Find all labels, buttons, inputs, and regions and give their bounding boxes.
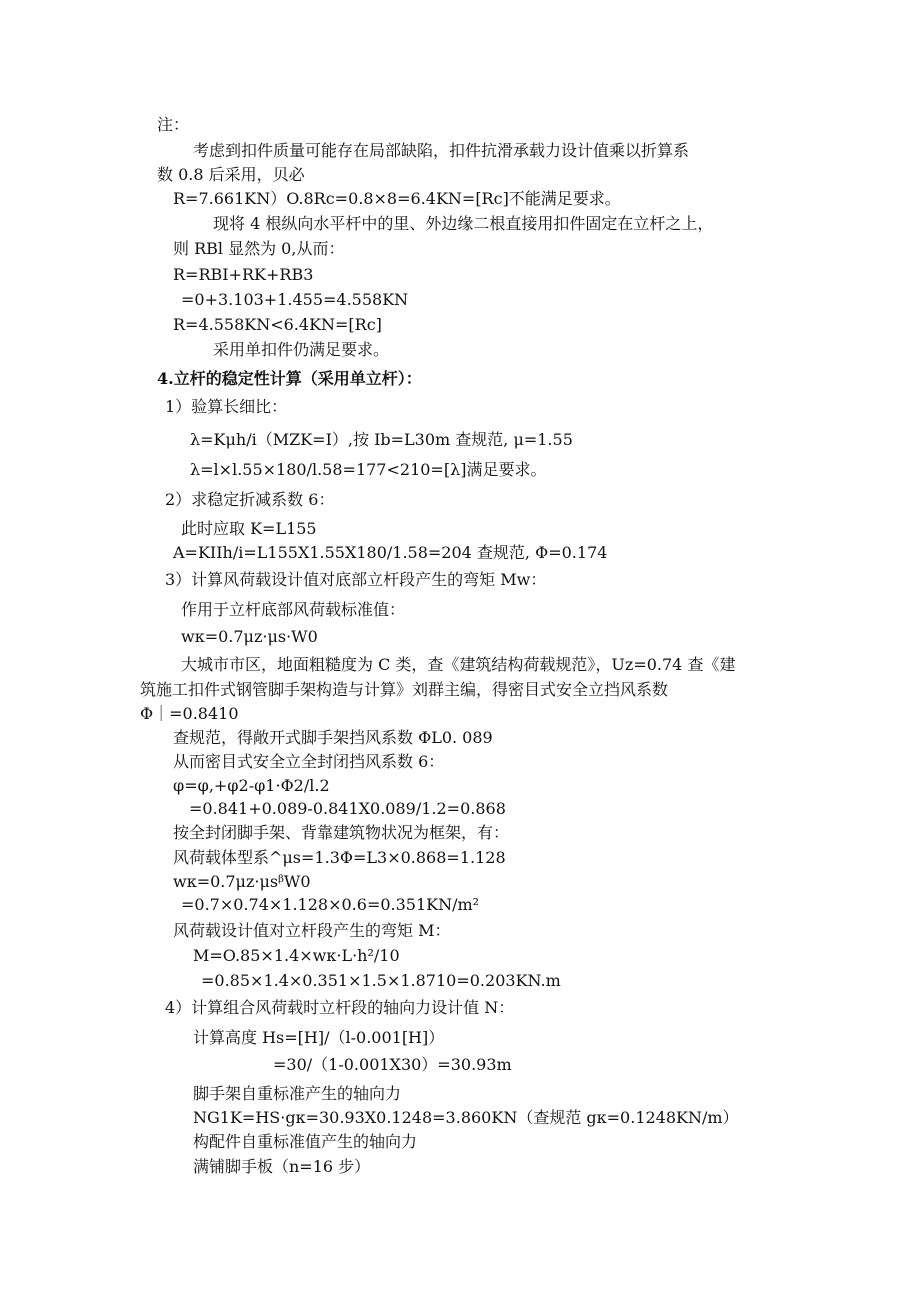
text-line: 满铺脚手板（n=16 步） (193, 1157, 371, 1176)
formula-line: =0.85×1.4×0.351×1.5×1.8710=0.203KN.m (201, 971, 561, 990)
formula-line: =0.7×0.74×1.128×0.6=0.351KN/m² (181, 895, 480, 914)
formula-line: λ=l×l.55×180/l.58=177<210=[λ]满足要求。 (190, 460, 547, 479)
text-line: 按全封闭脚手架、背靠建筑物状况为框架，有： (173, 823, 510, 842)
text-line: 现将 4 根纵向水平杆中的里、外边缘二根直接用扣件固定在立杆之上， (213, 214, 714, 233)
formula-line: =30/（1-0.001X30）=30.93m (273, 1055, 512, 1074)
text-line: 查规范，得敞开式脚手架挡风系数 ΦL0. 089 (173, 728, 493, 747)
text-line: 大城市市区，地面粗糙度为 C 类，查《建筑结构荷载规范》，Uz=0.74 查《建 (181, 655, 736, 674)
formula-line: A=KIIh/i=L155X1.55X180/1.58=204 查规范, Φ=0.174 (173, 543, 608, 562)
subsection-heading: 1）验算长细比： (165, 397, 288, 416)
text-line: 作用于立杆底部风荷载标准值： (181, 600, 406, 619)
text-line: 数 0.8 后采用，贝必 (157, 165, 305, 184)
formula-line: 风荷载体型系^μs=1.3Φ=L3×0.868=1.128 (173, 848, 506, 867)
text-line: 构配件自重标准值产生的轴向力 (193, 1132, 418, 1151)
text-line: 考虑到扣件质量可能存在局部缺陷，扣件抗滑承载力设计值乘以折算系 (193, 141, 690, 160)
formula-line: =0+3.103+1.455=4.558KN (181, 290, 409, 309)
formula-line: M=O.85×1.4×wκ·L·h²/10 (193, 946, 400, 965)
formula-line: wκ=0.7μz·μsᵝW0 (173, 872, 311, 891)
note-label: 注： (157, 115, 190, 134)
subsection-heading: 4）计算组合风荷载时立杆段的轴向力设计值 N： (165, 998, 515, 1017)
text-line: 从而密目式安全立全封闭挡风系数 6： (173, 752, 445, 771)
text-line: 采用单扣件仍满足要求。 (213, 340, 390, 359)
subsection-heading: 2）求稳定折减系数 6： (165, 490, 335, 509)
formula-line: Φ｜=0.8410 (140, 704, 239, 723)
text-line: 筑施工扣件式钢管脚手架构造与计算》刘群主编，得密目式安全立挡风系数 (140, 680, 669, 699)
text-line: 脚手架自重标准产生的轴向力 (193, 1084, 402, 1103)
text-line: 此时应取 K=L155 (181, 519, 317, 538)
formula-line: λ=Kμh/i（MZK=I）,按 Ib=L30m 查规范, μ=1.55 (190, 430, 573, 449)
text-line: 则 RBl 显然为 0,从而： (173, 239, 345, 258)
formula-line: R=RBI+RK+RB3 (173, 265, 314, 284)
subsection-heading: 3）计算风荷载设计值对底部立杆段产生的弯矩 Mw： (165, 570, 547, 589)
formula-line: 计算高度 Hs=[H]/（l-0.001[H]） (193, 1028, 445, 1047)
formula-line: R=7.661KN）O.8Rc=0.8×8=6.4KN=[Rc]不能满足要求。 (173, 189, 621, 208)
formula-line: wκ=0.7μz·μs·W0 (181, 627, 318, 646)
text-line: 风荷载设计值对立杆段产生的弯矩 M： (173, 921, 451, 940)
formula-line: NG1K=HS·gκ=30.93X0.1248=3.860KN（查规范 gκ=0.1248KN/m） (193, 1108, 739, 1127)
formula-line: =0.841+0.089-0.841X0.089/1.2=0.868 (189, 799, 506, 818)
formula-line: R=4.558KN<6.4KN=[Rc] (173, 315, 382, 334)
formula-line: φ=φ,+φ2-φ1·Φ2/l.2 (173, 776, 330, 795)
section-heading: 4.立杆的稳定性计算（采用单立杆）： (157, 369, 422, 388)
